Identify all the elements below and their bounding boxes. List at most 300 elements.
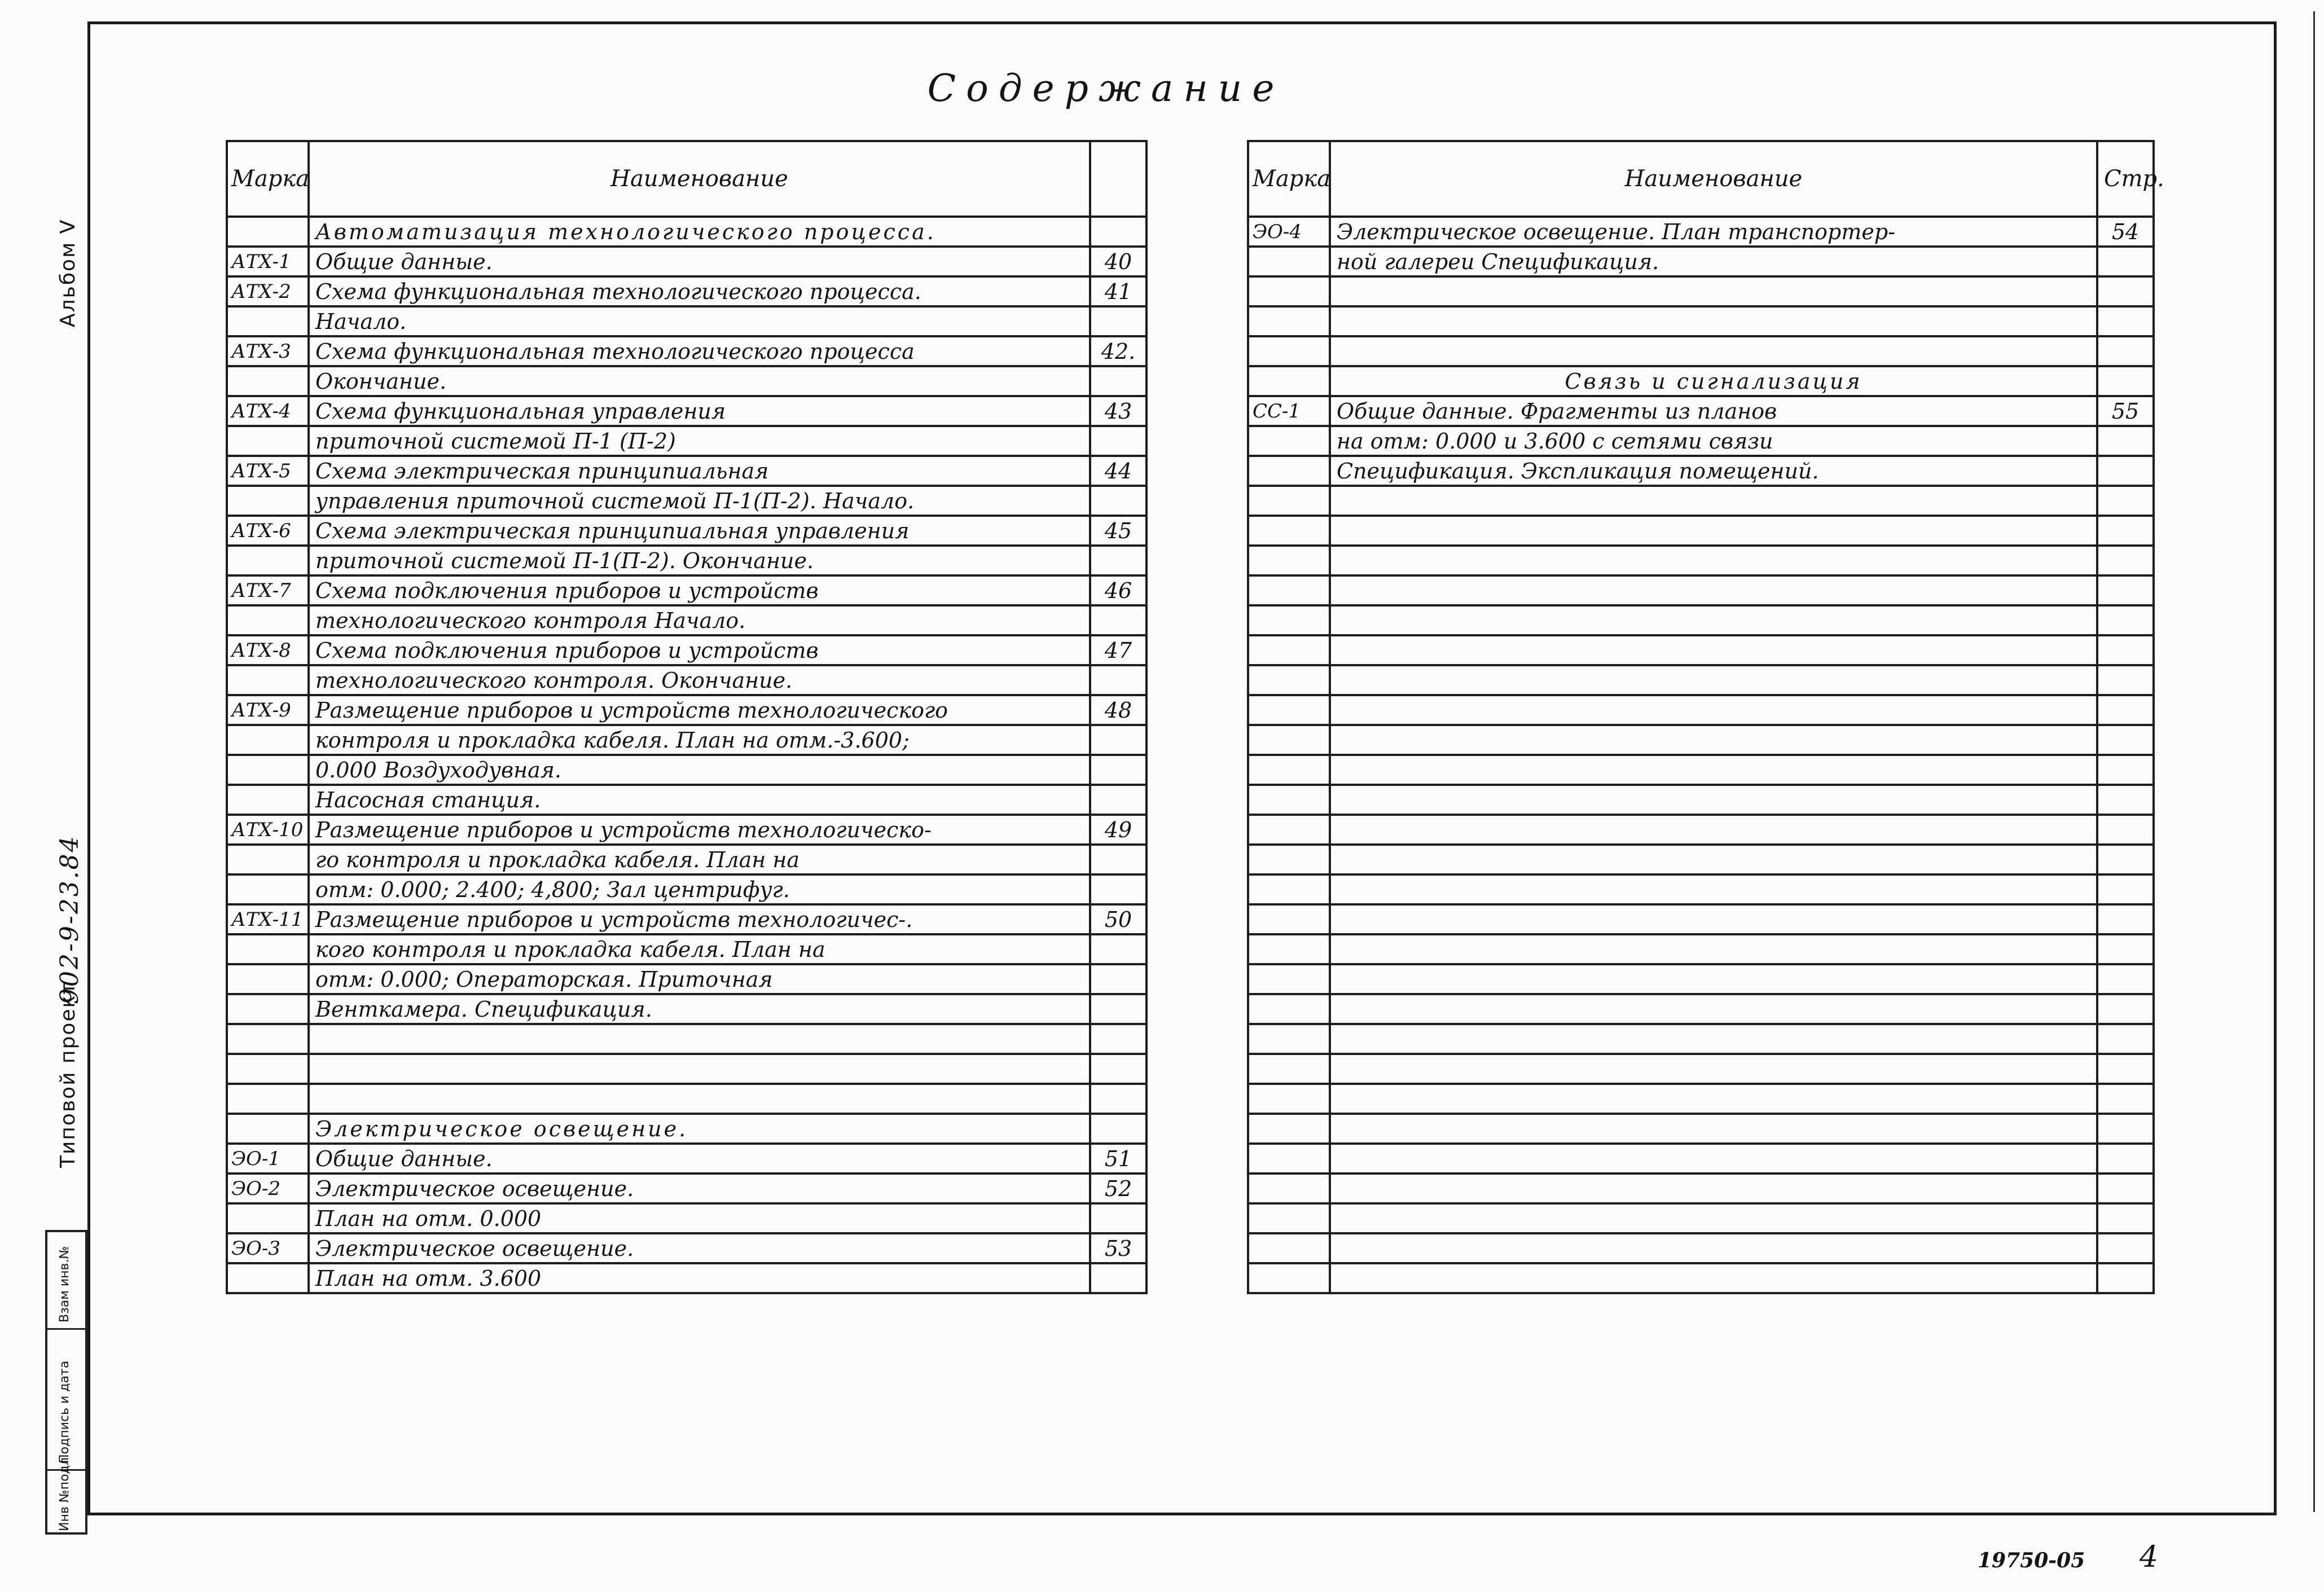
row-page [2097, 516, 2154, 546]
row-name: Электрическое освещение. [309, 1114, 1090, 1144]
row-mark [227, 934, 309, 964]
table-row [1248, 575, 2154, 605]
row-page [2097, 366, 2154, 396]
table-row [227, 1084, 1146, 1114]
table-row [1248, 605, 2154, 635]
row-mark [1248, 1084, 1330, 1114]
row-name [1330, 964, 2097, 994]
row-name: Размещение приборов и устройств технологическо- [309, 815, 1090, 845]
row-name: 0.000 Воздуходувная. [309, 755, 1090, 785]
row-page [1090, 605, 1146, 635]
row-mark [1248, 546, 1330, 575]
table-row [1248, 1024, 2154, 1054]
row-page [1090, 366, 1146, 396]
project-code: 902-9-23.84 [55, 834, 84, 1004]
row-mark: АТХ-10 [227, 815, 309, 845]
row-mark: АТХ-11 [227, 904, 309, 934]
row-page [1090, 845, 1146, 874]
row-page [2097, 815, 2154, 845]
table-row [227, 785, 1146, 815]
row-name: приточной системой П-1 (П-2) [309, 426, 1090, 456]
row-name [1330, 1203, 2097, 1233]
row-name: Размещение приборов и устройств технологического [309, 695, 1090, 725]
row-mark [1248, 306, 1330, 336]
row-name: контроля и прокладка кабеля. План на отм.-3.600; [309, 725, 1090, 755]
table-row [1248, 635, 2154, 665]
row-mark [1248, 456, 1330, 486]
row-name [1330, 336, 2097, 366]
row-name: Схема функциональная управления [309, 396, 1090, 426]
row-name: Схема подключения приборов и устройств [309, 575, 1090, 605]
table-row [1248, 396, 2154, 426]
row-mark [1248, 725, 1330, 755]
contents-table-left [226, 140, 1148, 1294]
row-mark [227, 785, 309, 815]
row-name [1330, 1263, 2097, 1293]
table-row [227, 575, 1146, 605]
row-name [1330, 755, 2097, 785]
table-row [227, 755, 1146, 785]
table-row [1248, 934, 2154, 964]
row-mark [227, 1054, 309, 1084]
row-name: Общие данные. [309, 247, 1090, 276]
row-name [1330, 665, 2097, 695]
row-page [1090, 1024, 1146, 1054]
table-row [1248, 1084, 2154, 1114]
row-name [1330, 306, 2097, 336]
row-mark [1248, 994, 1330, 1024]
row-mark [227, 1084, 309, 1114]
row-name [1330, 486, 2097, 516]
row-page: 43 [1090, 396, 1146, 426]
table-row [227, 366, 1146, 396]
row-page [1090, 934, 1146, 964]
row-mark: ЭО-4 [1248, 217, 1330, 247]
row-page [1090, 994, 1146, 1024]
row-name: технологического контроля Начало. [309, 605, 1090, 635]
left-margin-labels [0, 0, 87, 1591]
row-name [1330, 845, 2097, 874]
row-mark: АТХ-8 [227, 635, 309, 665]
table-header [227, 141, 1146, 217]
row-page: 49 [1090, 815, 1146, 845]
row-mark [227, 994, 309, 1024]
row-mark [1248, 1174, 1330, 1203]
row-mark [227, 1203, 309, 1233]
row-page [2097, 725, 2154, 755]
table-row [227, 306, 1146, 336]
row-page [2097, 635, 2154, 665]
row-mark [227, 366, 309, 396]
table-row [227, 934, 1146, 964]
row-mark: ЭО-1 [227, 1144, 309, 1174]
row-mark [1248, 276, 1330, 306]
row-page: 42. [1090, 336, 1146, 366]
table-row [227, 1114, 1146, 1144]
row-page [2097, 1114, 2154, 1144]
table-row [1248, 546, 2154, 575]
row-page [2097, 904, 2154, 934]
row-page [2097, 426, 2154, 456]
row-page: 44 [1090, 456, 1146, 486]
table-row [227, 874, 1146, 904]
row-page [1090, 306, 1146, 336]
table-row [227, 1263, 1146, 1293]
row-name: технологического контроля. Окончание. [309, 665, 1090, 695]
row-name [1330, 635, 2097, 665]
table-row [227, 1174, 1146, 1203]
row-name [309, 1024, 1090, 1054]
page-number: 4 [2140, 1540, 2159, 1574]
table-row [227, 1203, 1146, 1233]
row-page [1090, 665, 1146, 695]
row-name: Размещение приборов и устройств технологичес-. [309, 904, 1090, 934]
header-page: Стр. [2097, 141, 2154, 217]
row-name: Электрическое освещение. [309, 1174, 1090, 1203]
row-name [1330, 516, 2097, 546]
table-row [227, 336, 1146, 366]
row-name: отм: 0.000; 2.400; 4,800; Зал центрифуг. [309, 874, 1090, 904]
row-page [2097, 1024, 2154, 1054]
table-row [227, 605, 1146, 635]
table-row [1248, 306, 2154, 336]
row-mark [227, 1024, 309, 1054]
row-name: Венткамера. Спецификация. [309, 994, 1090, 1024]
table-row [1248, 1144, 2154, 1174]
row-name: Спецификация. Экспликация помещений. [1330, 456, 2097, 486]
table-row [1248, 1203, 2154, 1233]
stamp-signature-label: Подпись и дата [58, 1360, 72, 1463]
row-page [2097, 785, 2154, 815]
row-page: 47 [1090, 635, 1146, 665]
table-row [227, 845, 1146, 874]
row-name: Электрическое освещение. План транспортер- [1330, 217, 2097, 247]
header-name: Наименование [1330, 141, 2097, 217]
row-page [1090, 725, 1146, 755]
header-name: Наименование [309, 141, 1090, 217]
row-mark [1248, 426, 1330, 456]
row-page [2097, 1084, 2154, 1114]
row-page [1090, 1054, 1146, 1084]
row-mark [1248, 516, 1330, 546]
table-row [227, 964, 1146, 994]
row-mark: ЭО-3 [227, 1233, 309, 1263]
header-mark: Марка [227, 141, 309, 217]
table-row [1248, 366, 2154, 396]
row-mark [1248, 1263, 1330, 1293]
row-mark [227, 486, 309, 516]
table-row [1248, 336, 2154, 366]
row-name [1330, 276, 2097, 306]
row-name [1330, 725, 2097, 755]
table-row [1248, 1263, 2154, 1293]
row-name: Насосная станция. [309, 785, 1090, 815]
row-page: 53 [1090, 1233, 1146, 1263]
row-page [2097, 1263, 2154, 1293]
row-name [1330, 1144, 2097, 1174]
row-page [2097, 605, 2154, 635]
table-row [227, 217, 1146, 247]
row-mark [227, 1114, 309, 1144]
row-name: Электрическое освещение. [309, 1233, 1090, 1263]
table-row [1248, 426, 2154, 456]
row-mark [227, 665, 309, 695]
header-mark: Марка [1248, 141, 1330, 217]
row-mark [1248, 605, 1330, 635]
row-name: Схема электрическая принципиальная [309, 456, 1090, 486]
table-row [227, 635, 1146, 665]
row-mark: АТХ-1 [227, 247, 309, 276]
table-row [227, 665, 1146, 695]
table-row [1248, 276, 2154, 306]
row-mark [227, 755, 309, 785]
row-name [1330, 575, 2097, 605]
row-page [2097, 1233, 2154, 1263]
row-page [1090, 217, 1146, 247]
row-name [1330, 1233, 2097, 1263]
table-row [1248, 486, 2154, 516]
table-row [1248, 785, 2154, 815]
table-row [1248, 1174, 2154, 1203]
row-mark [227, 605, 309, 635]
table-row [1248, 695, 2154, 725]
row-page [1090, 755, 1146, 785]
table-row [227, 426, 1146, 456]
row-mark [227, 874, 309, 904]
table-row [1248, 994, 2154, 1024]
row-name [1330, 934, 2097, 964]
row-mark [227, 426, 309, 456]
row-mark [1248, 1024, 1330, 1054]
row-page: 48 [1090, 695, 1146, 725]
row-page: 52 [1090, 1174, 1146, 1203]
row-name: ной галереи Спецификация. [1330, 247, 2097, 276]
row-mark [1248, 785, 1330, 815]
row-mark [227, 1263, 309, 1293]
row-mark [227, 546, 309, 575]
contents-table-right [1247, 140, 2164, 1294]
row-name [1330, 1114, 2097, 1144]
row-mark [1248, 1144, 1330, 1174]
table-row [1248, 755, 2154, 785]
table-row [227, 276, 1146, 306]
row-page [2097, 845, 2154, 874]
table-row [1248, 456, 2154, 486]
document-code: 19750-05 [1978, 1549, 2085, 1572]
row-mark [227, 725, 309, 755]
row-page [1090, 486, 1146, 516]
row-page [2097, 934, 2154, 964]
row-mark: СС-1 [1248, 396, 1330, 426]
row-name: го контроля и прокладка кабеля. План на [309, 845, 1090, 874]
row-mark [1248, 755, 1330, 785]
row-page: 40 [1090, 247, 1146, 276]
row-page [1090, 1114, 1146, 1144]
row-name [1330, 874, 2097, 904]
table-row [227, 546, 1146, 575]
row-name: Автоматизация технологического процесса. [309, 217, 1090, 247]
table-row [1248, 1114, 2154, 1144]
table-row [227, 1144, 1146, 1174]
row-name: Общие данные. Фрагменты из планов [1330, 396, 2097, 426]
row-name [309, 1084, 1090, 1114]
row-page [1090, 1084, 1146, 1114]
row-mark [1248, 845, 1330, 874]
table-row [1248, 1233, 2154, 1263]
row-mark [1248, 1233, 1330, 1263]
project-type-label: Типовой проект [56, 981, 80, 1168]
row-mark [1248, 695, 1330, 725]
row-mark [1248, 336, 1330, 366]
row-page [1090, 1203, 1146, 1233]
table-row [1248, 904, 2154, 934]
row-mark [1248, 366, 1330, 396]
row-name [1330, 1084, 2097, 1114]
row-mark: АТХ-7 [227, 575, 309, 605]
row-mark [1248, 904, 1330, 934]
table-row [1248, 964, 2154, 994]
table-row [227, 904, 1146, 934]
row-page [2097, 575, 2154, 605]
album-label: Альбом V [56, 218, 80, 327]
stamp-inv-label: Инв №подл [58, 1457, 72, 1531]
row-name [309, 1054, 1090, 1084]
row-mark: ЭО-2 [227, 1174, 309, 1203]
sheet-right-edge [2313, 11, 2315, 1512]
row-name [1330, 1024, 2097, 1054]
row-page [1090, 426, 1146, 456]
page-title: Содержание [927, 67, 1285, 110]
row-mark [1248, 635, 1330, 665]
table-row [1248, 815, 2154, 845]
row-page [2097, 755, 2154, 785]
table-row [227, 1233, 1146, 1263]
row-name: управления приточной системой П-1(П-2). Начало. [309, 486, 1090, 516]
stamp-replace-label: Взам инв.№ [58, 1246, 72, 1322]
row-name [1330, 605, 2097, 635]
row-mark: АТХ-4 [227, 396, 309, 426]
row-name [1330, 1174, 2097, 1203]
row-name: приточной системой П-1(П-2). Окончание. [309, 546, 1090, 575]
row-name [1330, 1054, 2097, 1084]
stamp-divider [47, 1328, 85, 1330]
table-row [227, 486, 1146, 516]
table-row [227, 994, 1146, 1024]
row-page [2097, 1203, 2154, 1233]
row-name: Схема подключения приборов и устройств [309, 635, 1090, 665]
row-mark [227, 217, 309, 247]
table-row [227, 1024, 1146, 1054]
row-name: отм: 0.000; Операторская. Приточная [309, 964, 1090, 994]
table-row [1248, 516, 2154, 546]
row-page [1090, 1263, 1146, 1293]
row-name: Схема функциональная технологического процесса. [309, 276, 1090, 306]
row-name: кого контроля и прокладка кабеля. План на [309, 934, 1090, 964]
row-page [2097, 964, 2154, 994]
row-name: Схема электрическая принципиальная управления [309, 516, 1090, 546]
row-page [1090, 785, 1146, 815]
row-name: Окончание. [309, 366, 1090, 396]
table-row [1248, 725, 2154, 755]
table-row [227, 815, 1146, 845]
row-mark [1248, 1054, 1330, 1084]
row-page: 45 [1090, 516, 1146, 546]
row-page [2097, 486, 2154, 516]
row-mark [227, 964, 309, 994]
row-page [1090, 546, 1146, 575]
row-mark [1248, 486, 1330, 516]
table-row [1248, 665, 2154, 695]
row-name: Начало. [309, 306, 1090, 336]
row-name [1330, 815, 2097, 845]
header-page [1090, 141, 1146, 217]
row-page: 46 [1090, 575, 1146, 605]
row-page [2097, 994, 2154, 1024]
table-row [227, 695, 1146, 725]
table-row [227, 396, 1146, 426]
row-name: План на отм. 3.600 [309, 1263, 1090, 1293]
row-mark [1248, 1203, 1330, 1233]
table-row [227, 247, 1146, 276]
row-page [2097, 336, 2154, 366]
row-page [2097, 456, 2154, 486]
row-mark: АТХ-2 [227, 276, 309, 306]
row-name: на отм: 0.000 и 3.600 с сетями связи [1330, 426, 2097, 456]
row-mark [227, 306, 309, 336]
row-page: 54 [2097, 217, 2154, 247]
row-mark: АТХ-5 [227, 456, 309, 486]
row-name [1330, 546, 2097, 575]
row-page [2097, 546, 2154, 575]
row-page: 50 [1090, 904, 1146, 934]
row-name: Связь и сигнализация [1330, 366, 2097, 396]
row-page [2097, 874, 2154, 904]
table-row [1248, 247, 2154, 276]
row-name: Общие данные. [309, 1144, 1090, 1174]
row-mark [227, 845, 309, 874]
row-page [2097, 1144, 2154, 1174]
row-mark [1248, 665, 1330, 695]
table-header [1248, 141, 2154, 217]
table-row [1248, 874, 2154, 904]
row-name [1330, 785, 2097, 815]
row-name [1330, 994, 2097, 1024]
row-mark [1248, 934, 1330, 964]
row-page [2097, 247, 2154, 276]
row-page [1090, 964, 1146, 994]
row-page [2097, 306, 2154, 336]
row-page: 55 [2097, 396, 2154, 426]
row-page [1090, 874, 1146, 904]
row-mark [1248, 575, 1330, 605]
table-row [227, 456, 1146, 486]
table-row [1248, 217, 2154, 247]
table-row [1248, 845, 2154, 874]
row-mark: АТХ-3 [227, 336, 309, 366]
row-page [2097, 1054, 2154, 1084]
row-name: Схема функциональная технологического процесса [309, 336, 1090, 366]
row-mark [1248, 874, 1330, 904]
row-page: 51 [1090, 1144, 1146, 1174]
row-mark [1248, 247, 1330, 276]
row-mark [1248, 1114, 1330, 1144]
row-page [2097, 1174, 2154, 1203]
row-mark: АТХ-9 [227, 695, 309, 725]
table-row [227, 516, 1146, 546]
row-page [2097, 695, 2154, 725]
row-page [2097, 276, 2154, 306]
row-mark [1248, 815, 1330, 845]
